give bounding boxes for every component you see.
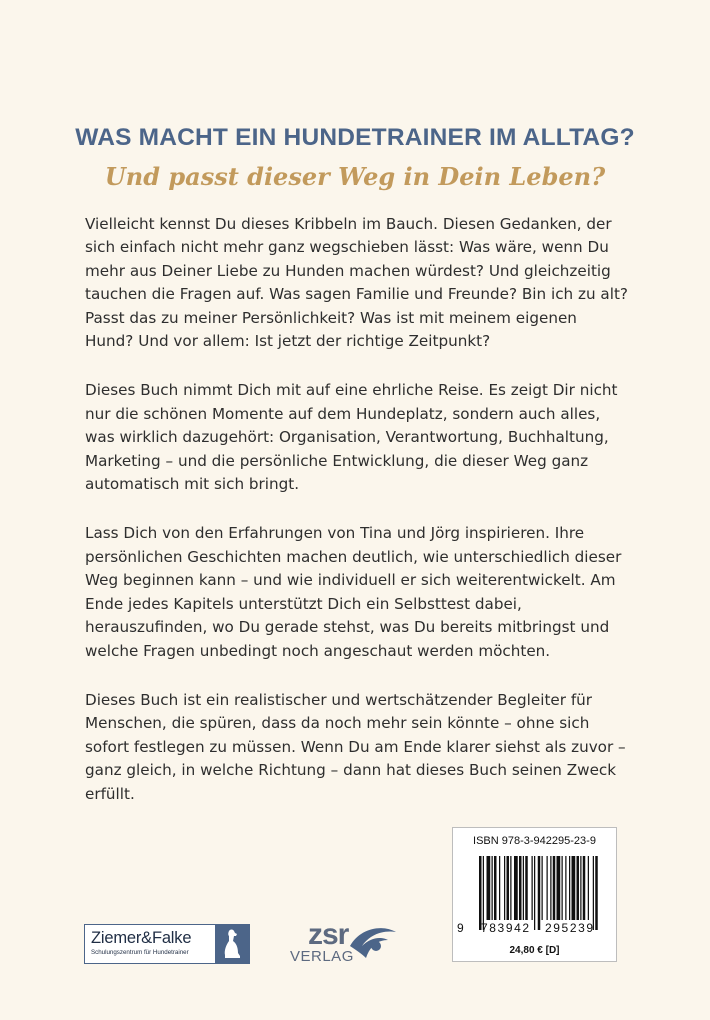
- barcode-bar: [550, 856, 551, 920]
- ziemer-falke-logo: [84, 924, 250, 964]
- barcode-bar: [569, 856, 570, 920]
- barcode-bar: [499, 856, 500, 920]
- barcode-bar: [565, 856, 566, 920]
- zsr-verlag-label: VERLAG: [290, 948, 354, 965]
- ziemer-falke-wordmark: [85, 925, 215, 963]
- barcode-bar: [547, 856, 548, 920]
- blurb-paragraph-3: Lass Dich von den Erfahrungen von Tina und Jörg inspirieren. Ihre persönlichen Geschichten machen deutlich, wie unterschiedlich dieser Weg beginnen kann – und wie individuell er sich weiterentwickelt. Am Ende jedes Kapitels unterstützt Dich ein Selbsttest dabei, herauszufinden, wo Du gerade stehst, was Du bereits mitbringst und welche Fragen unbedingt noch angeschaut werden möchten.: [85, 524, 622, 660]
- barcode-bar: [562, 856, 563, 920]
- barcode-bar: [588, 856, 589, 920]
- barcode-bar: [483, 856, 484, 930]
- ziemer-falke-tagline: Schulungszentrum für Hundetrainer: [91, 949, 189, 956]
- barcode-bar: [553, 856, 556, 920]
- barcode-bar: [510, 856, 511, 920]
- dog-icon: [215, 925, 249, 963]
- blurb-paragraph-2: Dieses Buch nimmt Dich mit auf eine ehrliche Reise. Es zeigt Dir nicht nur die schönen Momente auf dem Hundeplatz, sondern auch alles, was wirklich dazugehört: Organisation, Verantwortung, Buchhaltung, Marketing – und die persönliche Entwicklung, die dieser Weg ganz automatisch mit sich bringt.: [85, 381, 618, 494]
- barcode-left-digits: 783942: [481, 921, 531, 935]
- barcode-bar: [595, 856, 598, 930]
- blurb-paragraph-1: Vielleicht kennst Du dieses Kribbeln im Bauch. Diesen Gedanken, der sich einfach nicht mehr ganz wegschieben lässt: Was wäre, wenn Du mehr aus Deiner Liebe zu Hunden machen würdest? Und gleichzeitig tauchen die Fragen auf. Was sagen Familie und Freunde? Bin ich zu alt? Passt das zu meiner Persönlichkeit? Was ist mit meinem eigenen Hund? Und vor allem: Ist jetzt der richtige Zeitpunkt?: [85, 215, 628, 351]
- barcode-bar: [557, 856, 561, 920]
- barcode-bar: [580, 856, 581, 920]
- eye-icon: [348, 924, 398, 964]
- barcode-right-digits: 295239: [545, 921, 595, 935]
- barcode-bar: [519, 856, 522, 920]
- isbn-barcode-box: [452, 827, 617, 962]
- barcode-bar: [542, 856, 543, 920]
- barcode-bar: [534, 856, 535, 930]
- price-label: 24,80 € [D]: [509, 945, 560, 956]
- barcode-bar: [514, 856, 518, 920]
- barcode-bar: [492, 856, 493, 920]
- barcode-bar: [504, 856, 505, 920]
- barcode-bar: [507, 856, 510, 920]
- barcode-bar: [479, 856, 482, 930]
- barcode-bar: [523, 856, 524, 920]
- cover-subtitle: Und passt dieser Weg in Dein Leben?: [104, 162, 606, 191]
- barcode-bar: [577, 856, 580, 920]
- barcode-bar: [538, 856, 541, 930]
- barcode-bar: [593, 856, 594, 930]
- cover-title: WAS MACHT EIN HUNDETRAINER IM ALLTAG?: [75, 124, 635, 151]
- barcode-bar: [583, 856, 586, 920]
- barcode-bar: [525, 856, 528, 920]
- zsr-verlag-logo: [290, 920, 400, 968]
- blurb-text: [85, 213, 630, 832]
- barcode-bar: [572, 856, 576, 920]
- barcode-bar: [487, 856, 491, 920]
- barcode-bar: [532, 856, 533, 920]
- isbn-number: ISBN 978-3-942295-23-9: [473, 835, 596, 847]
- barcode-bar: [494, 856, 497, 920]
- zsr-wordmark: zsr: [308, 918, 349, 951]
- barcode-lead-digit: 9: [457, 921, 464, 935]
- ziemer-falke-name: Ziemer&Falke: [91, 929, 192, 947]
- blurb-paragraph-4: Dieses Buch ist ein realistischer und wertschätzender Begleiter für Menschen, die spüren, dass da noch mehr sein könnte – ohne sich sofort festlegen zu müssen. Wenn Du am Ende klarer siehst als zuvor – ganz gleich, in welche Richtung – dann hat dieses Buch seinen Zweck erfüllt.: [85, 690, 626, 803]
